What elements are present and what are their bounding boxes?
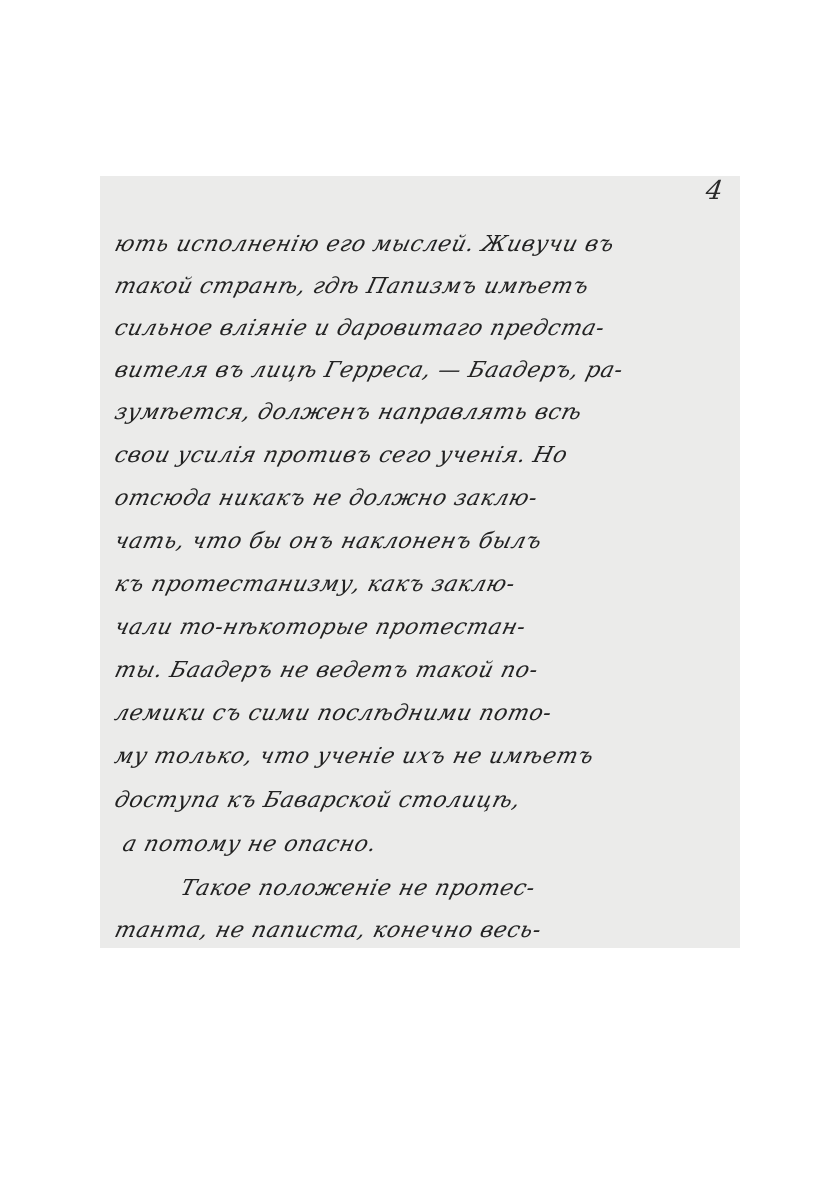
text-line: чать, что бы онъ наклоненъ былъ — [112, 529, 545, 554]
text-line: ють исполненію его мыслей. Живучи въ — [112, 232, 618, 257]
text-line: танта, не паписта, конечно весь- — [112, 918, 545, 943]
text-line: чали то-нѣкоторые протестан- — [112, 615, 529, 640]
text-line: доступа къ Баварской столицѣ, — [112, 788, 524, 813]
text-line: зумѣется, долженъ направлять всѣ — [112, 400, 585, 425]
text-line: къ протестанизму, какъ заклю- — [112, 572, 518, 597]
text-line: ты. Баадеръ не ведетъ такой по- — [112, 658, 541, 683]
text-line: Такое положеніе не протес- — [178, 876, 538, 901]
text-line: лемики съ сими послѣдними пото- — [112, 701, 555, 726]
text-line: му только, что ученіе ихъ не имѣетъ — [112, 744, 597, 769]
text-line: сильное вліяніе и даровитаго предста- — [112, 316, 608, 341]
text-line: а потому не опасно. — [120, 832, 380, 857]
page-number: 4 — [703, 176, 725, 206]
text-line: такой странѣ, гдѣ Папизмъ имѣетъ — [112, 274, 592, 299]
text-line: вителя въ лицѣ Герреса, — Баадеръ, ра- — [112, 358, 626, 383]
text-line: свои усилія противъ сего ученія. Но — [112, 443, 571, 468]
text-line: отсюда никакъ не должно заклю- — [112, 486, 541, 511]
